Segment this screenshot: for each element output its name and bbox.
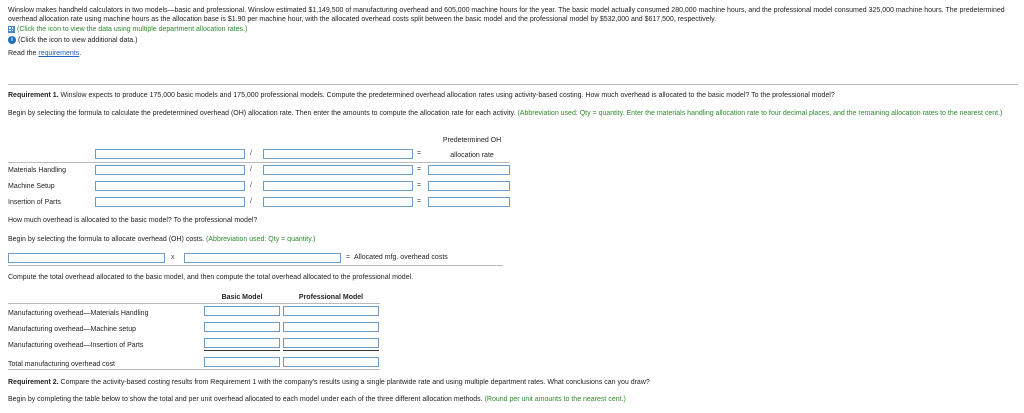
materials-handling-numerator-input[interactable] <box>95 165 245 175</box>
allocation-rule <box>8 265 503 266</box>
basic-insertion-input[interactable] <box>204 338 280 348</box>
row-label-mfg-oh-insertion: Manufacturing overhead—Insertion of Parts <box>8 342 144 349</box>
allocated-costs-label: Allocated mfg. overhead costs <box>354 254 448 261</box>
requirement-1-text: Winslow expects to produce 175,000 basic models and 175,000 professional models. Compute the predetermined overhead allocation rates using activity-based costing. How much overhead is allocated to the basic model? To the professional model? <box>58 92 835 99</box>
row-label-mfg-oh-materials: Manufacturing overhead—Materials Handling <box>8 310 149 317</box>
rate-instruction-hint: (Abbreviation used: Qty = quantity. Enter the materials handling allocation rate to four decimal places, and the remaining allocation rates to the nearest cent.) <box>517 110 1003 117</box>
row-label-materials-handling: Materials Handling <box>8 167 66 174</box>
machine-setup-denominator-input[interactable] <box>263 181 413 191</box>
basic-total-input[interactable] <box>204 357 280 367</box>
allocation-second-factor-select[interactable] <box>184 253 341 263</box>
professional-insertion-input[interactable] <box>283 338 379 348</box>
column-professional-model: Professional Model <box>298 294 364 301</box>
professional-subtotal-rule <box>283 350 379 351</box>
requirement-2-instruction-row <box>8 396 626 403</box>
totals-bottom-rule <box>8 369 380 370</box>
row-label-total-mfg-oh: Total manufacturing overhead cost <box>8 361 116 368</box>
row-label-machine-setup: Machine Setup <box>8 183 55 190</box>
equals-symbol: = <box>417 182 422 189</box>
read-suffix: . <box>79 50 82 57</box>
requirement-2-text: Compare the activity-based costing results from Requirement 1 with the company's results using a single plantwide rate and using multiple department rates. What conclusions can you draw? <box>58 379 650 386</box>
divide-symbol: / <box>250 166 252 173</box>
requirement-1-heading <box>8 92 835 99</box>
basic-subtotal-rule <box>204 350 280 351</box>
equals-symbol: = <box>417 150 422 157</box>
info-icon[interactable]: i <box>8 36 16 44</box>
basic-materials-handling-input[interactable] <box>204 306 280 316</box>
divide-symbol: / <box>250 182 252 189</box>
equals-symbol: = <box>417 166 422 173</box>
additional-data-row[interactable] <box>8 36 1018 45</box>
allocation-question: How much overhead is allocated to the basic model? To the professional model? <box>8 217 258 224</box>
insertion-rate-input[interactable] <box>428 197 510 207</box>
professional-machine-setup-input[interactable] <box>283 322 379 332</box>
data-link[interactable]: (Click the icon to view the data using multiple department allocation rates.) <box>17 26 248 33</box>
requirement-2-heading <box>8 379 650 386</box>
rate-column-header-2: allocation rate <box>450 152 494 159</box>
data-link-row[interactable] <box>8 25 1018 34</box>
divider <box>8 84 1018 85</box>
insertion-denominator-input[interactable] <box>263 197 413 207</box>
times-symbol: x <box>171 254 175 261</box>
professional-materials-handling-input[interactable] <box>283 306 379 316</box>
rate-table-header-rule <box>8 162 510 163</box>
rate-instruction: Begin by selecting the formula to calculate the predetermined overhead (OH) allocation rate. Then enter the amounts to compute the allocation rate for each activity. <box>8 110 518 117</box>
column-basic-model: Basic Model <box>221 294 263 301</box>
table-grid-icon[interactable] <box>8 26 15 33</box>
basic-machine-setup-input[interactable] <box>204 322 280 332</box>
allocation-instruction-hint: (Abbreviation used: Qty = quantity.) <box>206 236 316 243</box>
totals-header-rule <box>8 303 380 304</box>
requirement-2-instruction: Begin by completing the table below to show the total and per unit overhead allocated to each model under each of the three different allocation methods. <box>8 396 485 403</box>
divide-symbol: / <box>250 150 252 157</box>
professional-total-input[interactable] <box>283 357 379 367</box>
requirement-2-label: Requirement 2. <box>8 379 59 386</box>
rate-denominator-formula-select[interactable] <box>263 149 413 159</box>
row-label-mfg-oh-setup: Manufacturing overhead—Machine setup <box>8 326 137 333</box>
machine-setup-rate-input[interactable] <box>428 181 510 191</box>
intro-paragraph: Winslow makes handheld calculators in two models—basic and professional. Winslow estimated $1,149,500 of manufacturing overhead and 605,000 machine hours for the year. The basic model actually consumed 280,000 machine hours, and the professional model consumed 325,000 machine hours. The predetermined overhead allocation rate using machine hours as the allocation base is $1.90 per machine hour, with the allocated overhead costs split between the basic model and the professional model by $532,000 and $617,500, respectively. <box>8 7 1005 23</box>
allocation-first-factor-select[interactable] <box>8 253 165 263</box>
requirement-1-instruction <box>8 109 1018 118</box>
rate-column-header-1: Predetermined OH <box>442 137 502 144</box>
additional-data-link[interactable]: (Click the icon to view additional data.) <box>18 37 138 44</box>
rate-numerator-formula-select[interactable] <box>95 149 245 159</box>
divide-symbol: / <box>250 198 252 205</box>
requirement-1-label: Requirement 1. <box>8 92 59 99</box>
materials-handling-rate-input[interactable] <box>428 165 510 175</box>
machine-setup-numerator-input[interactable] <box>95 181 245 191</box>
insertion-numerator-input[interactable] <box>95 197 245 207</box>
problem-intro <box>8 6 1018 58</box>
row-label-insertion-of-parts: Insertion of Parts <box>8 199 61 206</box>
requirements-link[interactable]: requirements <box>38 50 80 57</box>
equals-symbol: = <box>346 254 351 261</box>
total-instruction: Compute the total overhead allocated to the basic model, and then compute the total overhead allocated to the professional model. <box>8 274 414 281</box>
equals-symbol: = <box>417 198 422 205</box>
read-prefix: Read the <box>8 50 39 57</box>
requirement-2-hint: (Round per unit amounts to the nearest cent.) <box>484 396 626 403</box>
read-requirements-row <box>8 49 1018 58</box>
allocation-instruction: Begin by selecting the formula to allocate overhead (OH) costs. <box>8 236 207 243</box>
materials-handling-denominator-input[interactable] <box>263 165 413 175</box>
allocation-instruction-row <box>8 236 315 243</box>
